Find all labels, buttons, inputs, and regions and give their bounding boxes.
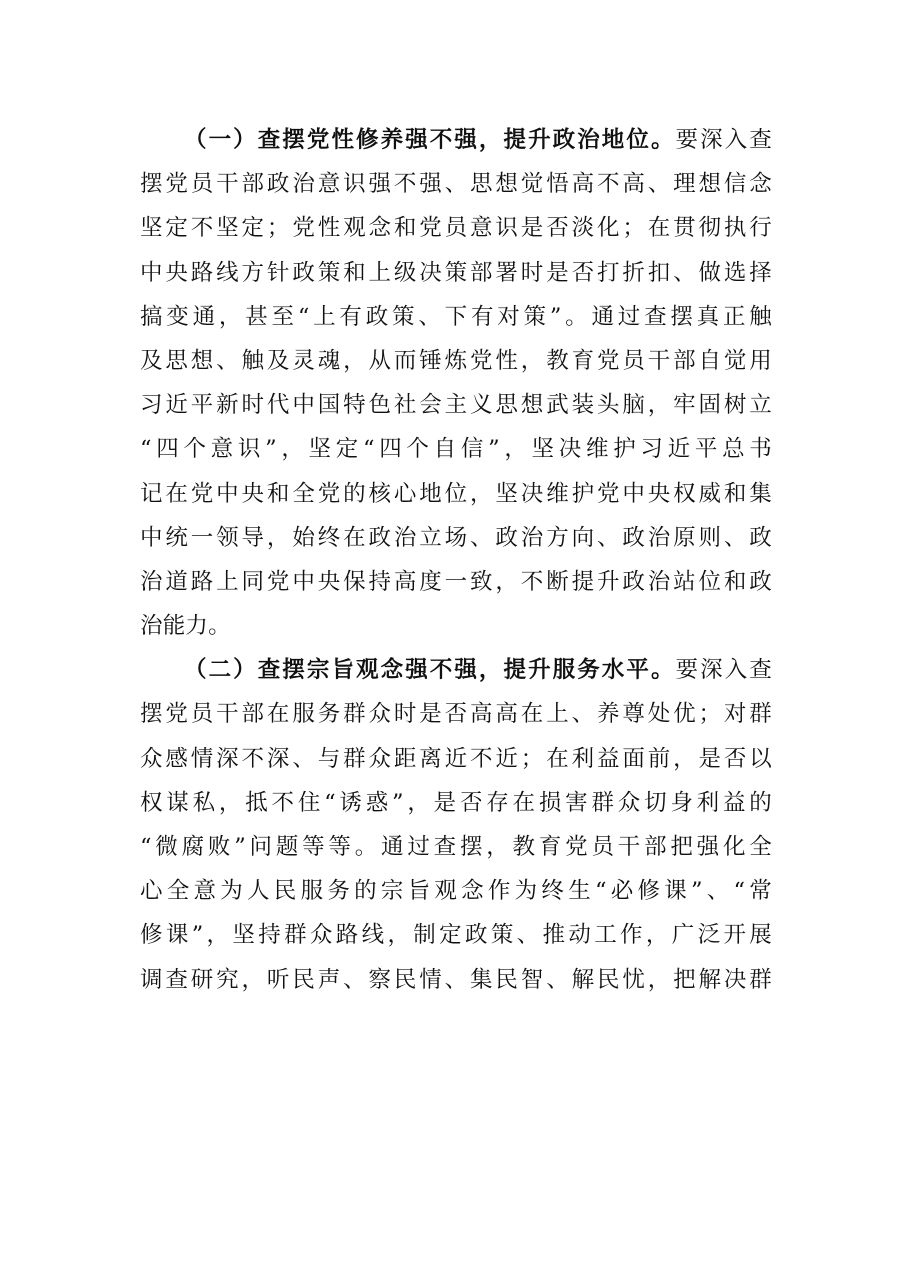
paragraph-1-line: “四个意识”，坚定“四个自信”，坚决维护习近平总书 [140, 436, 772, 463]
paragraph-2-line: 调查研究，听民声、察民情、集民智、解民忧，把解决群 [140, 966, 772, 993]
section-2-heading: （二）查摆宗旨观念强不强，提升服务水平。 [184, 657, 676, 684]
paragraph-1-line: 搞变通，甚至“上有政策、下有对策”。通过查摆真正触 [140, 303, 772, 330]
paragraph-2-line: “微腐败”问题等等。通过查摆，教育党员干部把强化全 [140, 834, 772, 860]
paragraph-2-line: 摆党员干部在服务群众时是否高高在上、养尊处优；对群 [140, 701, 772, 728]
paragraph-2-line: 权谋私，抵不住“诱惑”，是否存在损害群众切身利益的 [140, 789, 772, 816]
paragraph-1-line: 坚定不坚定；党性观念和党员意识是否淡化；在贯彻执行 [140, 215, 772, 242]
paragraph-1-line-1 [140, 118, 772, 162]
paragraph-1-line: 习近平新时代中国特色社会主义思想武装头脑，牢固树立 [140, 392, 772, 419]
paragraph-2-line-1 [140, 648, 772, 692]
paragraph-1-line: 治道路上同党中央保持高度一致，不断提升政治站位和政 [140, 568, 772, 595]
document-body [140, 118, 772, 1002]
paragraph-1-line: 中统一领导，始终在政治立场、政治方向、政治原则、政 [140, 524, 772, 551]
paragraph-2-line: 众感情深不深、与群众距离近不近；在利益面前，是否以 [140, 745, 772, 772]
paragraph-1-text: 要深入查 [675, 127, 772, 153]
section-1-heading: （一）查摆党性修养强不强，提升政治地位。 [184, 127, 676, 153]
paragraph-1-line: 摆党员干部政治意识强不强、思想觉悟高不高、理想信念 [140, 171, 772, 198]
paragraph-2-line: 心全意为人民服务的宗旨观念作为终生“必修课”、“常 [140, 878, 772, 905]
paragraph-1-line: 记在党中央和全党的核心地位，坚决维护党中央权威和集 [140, 480, 772, 507]
paragraph-1-line: 治能力。 [140, 613, 231, 640]
paragraph-1-line: 及思想、触及灵魂，从而锤炼党性，教育党员干部自觉用 [140, 347, 772, 374]
paragraph-2-line: 修课”，坚持群众路线，制定政策、推动工作，广泛开展 [140, 922, 772, 949]
paragraph-2-text: 要深入查 [675, 657, 772, 684]
paragraph-1-line: 中央路线方针政策和上级决策部署时是否打折扣、做选择 [140, 259, 772, 286]
